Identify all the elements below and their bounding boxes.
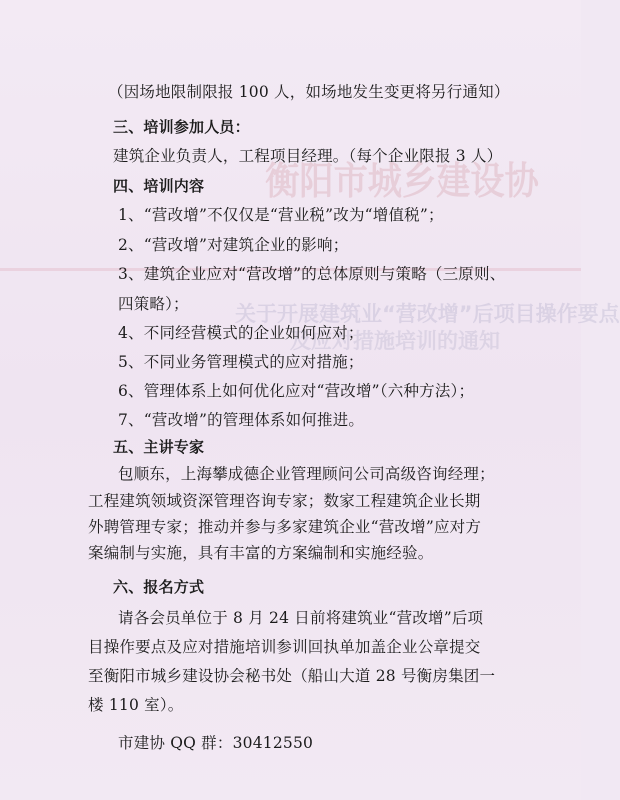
list-item: 4、不同经营模式的企业如何应对； [118,324,364,342]
text-line: （因场地限制限报 100 人，如场地发生变更将另行通知） [108,83,510,101]
list-item-continuation: 四策略）； [118,295,189,313]
bleed-through-header: 衡阳市城乡建设协 [265,159,539,203]
list-item: 5、不同业务管理模式的应对措施； [118,353,364,371]
list-item: 6、管理体系上如何优化应对“营改增”（六种方法）； [118,382,475,400]
text-line: 至衡阳市城乡建设协会秘书处（船山大道 28 号衡房集团一 [88,667,496,685]
qq-group-line: 市建协 QQ 群：30412550 [118,734,314,752]
list-item: 3、建筑企业应对“营改增”的总体原则与策略（三原则、 [118,265,506,283]
list-item: 1、“营改增”不仅仅是“营业税”改为“增值税”； [118,206,444,224]
list-item: 7、“营改增”的管理体系如何推进。 [118,411,365,429]
text-line: 请各会员单位于 8 月 24 日前将建筑业“营改增”后项 [118,609,484,627]
bleed-through-subtitle: 及应对措施培训的通知 [290,329,500,353]
text-line: 目操作要点及应对措施培训参训回执单加盖企业公章提交 [88,638,481,656]
section-heading: 三、培训参加人员： [113,118,250,136]
text-line: 案编制与实施，具有丰富的方案编制和实施经验。 [88,544,434,562]
text-line: 建筑企业负责人，工程项目经理。（每个企业限报 3 人） [113,147,503,165]
text-line: 包顺东，上海攀成德企业管理顾问公司高级咨询经理； [118,465,495,483]
text-line: 工程建筑领域资深管理咨询专家；数家工程建筑企业长期 [88,492,481,510]
bleed-through-title: 关于开展建筑业“营改增”后项目操作要点 [235,302,620,326]
list-item: 2、“营改增”对建筑企业的影响； [118,236,349,254]
section-heading: 四、培训内容 [113,177,205,195]
text-line: 外聘管理专家；推动并参与多家建筑企业“营改增”应对方 [88,518,482,536]
section-heading: 五、主讲专家 [113,438,205,456]
section-heading: 六、报名方式 [113,578,205,596]
text-line: 楼 110 室）。 [88,696,184,714]
